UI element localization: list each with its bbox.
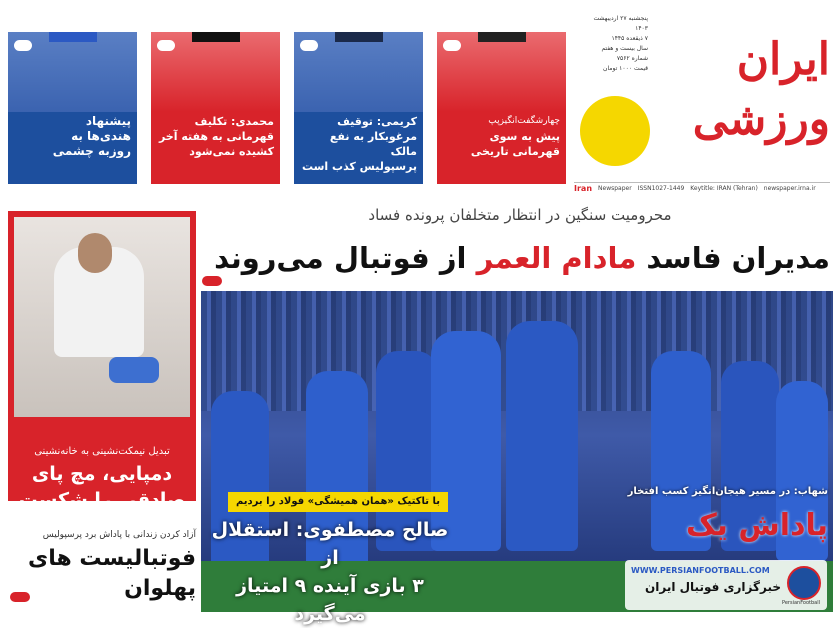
website: newspaper.irna.ir	[763, 185, 816, 192]
side-title	[14, 461, 190, 513]
teaser-line-1: پیشنهاد	[85, 114, 131, 128]
side-bottom-kicker: آزاد کردن زندانی با پاداش برد پرسپولیس	[42, 530, 196, 540]
cast-leg	[109, 357, 159, 383]
teaser-line-1: کریمی: توقیف	[337, 115, 417, 128]
side-bottom-title-line-2: پهلوان	[124, 576, 196, 601]
watermark	[625, 560, 827, 610]
price-label: قیمت ۱۰۰۰ تومان	[603, 65, 648, 72]
teaser-line-2: قهرمانی به هفته آخر	[158, 130, 274, 143]
teaser-line-2: هندی‌ها به	[71, 129, 131, 143]
date-line-4: شماره ۷۵۶۲	[616, 55, 648, 62]
photo-title-line-1: صالح مصطفوی: استقلال از	[211, 519, 449, 569]
side-kicker: تبدیل نیمکت‌نشینی به خانه‌نشینی	[34, 446, 170, 457]
teaser-1[interactable]	[437, 32, 566, 184]
headline-part-1: مدیران فاسد	[646, 241, 830, 275]
date-line-3: سال بیست و هفتم	[601, 45, 648, 52]
side-bottom-title	[8, 544, 196, 604]
teaser-2[interactable]	[294, 32, 423, 184]
watermark-name: خبرگزاری فوتبال ایران	[645, 580, 781, 594]
official-figure	[188, 32, 244, 40]
badge-icon	[443, 40, 461, 51]
logo: ایران ورزشی	[692, 34, 830, 145]
official-figure	[331, 32, 387, 40]
masthead	[568, 0, 833, 193]
watermark-site: WWW.PERSIANFOOTBALL.COM	[631, 566, 770, 575]
issn: ISSN1027-1449	[637, 185, 685, 192]
side-photo	[14, 217, 190, 417]
badge-icon	[300, 40, 318, 51]
iran-label: Iran	[574, 184, 593, 193]
right-kicker: شهاب: در مسیر هیجان‌انگیز کسب افتخار	[627, 486, 828, 497]
date-line-1: پنجشنبه ۲۷ اردیبهشت ۱۴۰۳	[593, 15, 648, 32]
side-badge-icon	[10, 592, 30, 602]
photo-kicker: با تاکتیک «همان همیشگی» فولاد را بردیم	[228, 492, 448, 512]
teaser-line-3: کشیده نمی‌شود	[189, 145, 274, 158]
badge-icon	[14, 40, 32, 51]
coach-figure	[474, 32, 530, 40]
headline-part-2: مادام العمر	[476, 241, 637, 275]
keytitle: Keytitle: IRAN (Tehran)	[690, 185, 758, 192]
side-bottom-title-line-1: فوتبالیست های	[28, 546, 196, 571]
right-title: پاداش یک	[685, 508, 828, 543]
yellow-sun-logo	[580, 96, 650, 166]
date-block	[588, 14, 648, 74]
date-line-2: ۷ ذیقعده ۱۴۴۵	[611, 35, 648, 42]
teaser-line-1: محمدی: تکلیف	[194, 115, 274, 128]
teaser-line-1: چهارشگفت‌انگیزپپ	[488, 116, 560, 126]
side-story-box[interactable]	[8, 211, 196, 511]
patient-head	[78, 233, 112, 273]
main-kicker: محرومیت سنگین در انتظار متخلفان پرونده فساد	[368, 206, 672, 224]
photo-title	[205, 516, 455, 628]
badge-icon	[157, 40, 175, 51]
teaser-line-2: پیش به سوی	[489, 130, 560, 143]
football-logo-icon	[787, 566, 821, 600]
iran-sub: Newspaper	[598, 185, 632, 192]
teaser-3[interactable]	[151, 32, 280, 184]
teaser-4[interactable]	[8, 32, 137, 184]
player-figure	[45, 32, 101, 40]
player-figure	[506, 321, 578, 551]
headline-part-3: از فوتبال می‌روند	[214, 241, 467, 275]
side-title-line-2: صادقی را شکست	[18, 489, 186, 511]
main-headline	[204, 235, 830, 281]
teaser-line-3: روزبه چشمی	[52, 144, 131, 158]
watermark-sub: PersianFootball	[782, 600, 820, 606]
masthead-info-bar	[574, 182, 830, 195]
teaser-line-2: مرغوبکار به نفع مالک	[329, 130, 417, 158]
teaser-line-3: قهرمانی تاریخی	[470, 145, 560, 158]
photo-title-line-2: ۳ بازی آینده ۹ امتیاز می‌گیرد	[236, 575, 424, 625]
side-title-line-1: دمپایی، مچ پای	[31, 463, 173, 485]
headline-badge-icon	[202, 276, 222, 286]
teaser-line-3: پرسپولیس کذب است	[301, 160, 417, 173]
